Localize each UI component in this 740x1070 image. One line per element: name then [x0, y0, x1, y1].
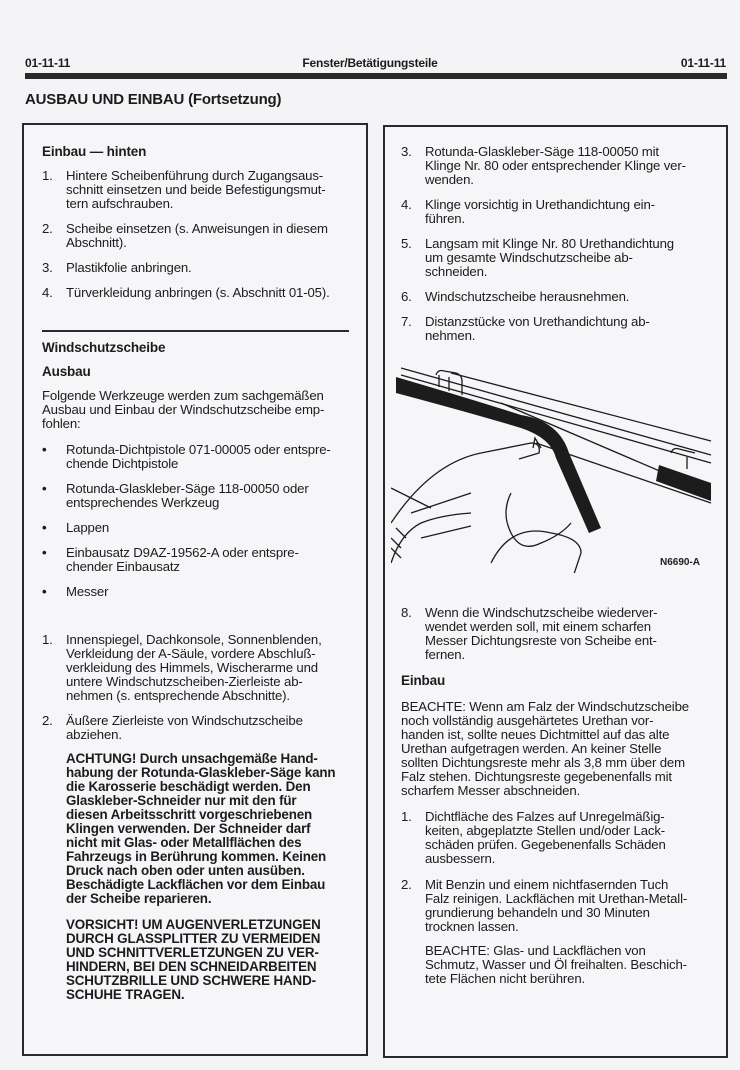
numbered-step	[42, 261, 352, 275]
text-line: schnitt einsetzen und beide Befestigungsmut-	[66, 182, 326, 197]
bullet-icon: •	[42, 520, 47, 535]
text-line: HINDERN, BEI DEN SCHNEIDARBEITEN	[66, 959, 317, 974]
beachte-note	[401, 700, 713, 798]
page-number-left: 01-11-11	[25, 56, 71, 70]
numbered-step	[42, 714, 354, 742]
figure-label: N6690-A	[659, 557, 700, 568]
text-line: verkleidung des Himmels, Wischerarme und	[66, 660, 318, 675]
text-line: Rotunda-Glaskleber-Säge 118-00050 mit	[425, 144, 659, 159]
text-line: schneiden.	[425, 264, 488, 279]
text-line: sollten Dichtungsreste mehr als 3,8 mm über dem	[401, 755, 685, 770]
numbered-step	[401, 878, 713, 934]
step-number: 3.	[401, 144, 412, 159]
ausbau-heading: Ausbau	[42, 364, 91, 379]
bullet-icon: •	[42, 545, 47, 560]
text-line: diesen Arbeitsschritt vorgeschriebenen	[66, 807, 313, 822]
einbau-hinten-heading: Einbau — hinten	[42, 144, 147, 159]
text-line: Ausbau und Einbau der Windschutzscheibe emp-	[42, 402, 325, 417]
text-line: Dichtfläche des Falzes auf Unregelmäßig-	[425, 809, 665, 824]
text-line: tern aufschrauben.	[66, 196, 174, 211]
text-line: schäden prüfen. Gegebenenfalls Schäden	[425, 837, 666, 852]
step-number: 1.	[42, 632, 53, 647]
text-line: Äußere Zierleiste von Windschutzscheibe	[66, 713, 303, 728]
text-line: Lappen	[66, 520, 110, 535]
numbered-step	[42, 286, 352, 300]
text-line: Beschädigte Lackflächen vor dem Einbau	[66, 877, 326, 892]
text-line: BEACHTE: Wenn am Falz der Windschutzscheibe	[401, 699, 689, 714]
bullet-icon: •	[42, 584, 47, 599]
text-line: chende Dichtpistole	[66, 456, 179, 471]
tools-intro	[42, 389, 354, 431]
chapter-title: Fenster/Betätigungsteile	[302, 56, 438, 70]
beachte-final-note	[401, 944, 713, 986]
text-line: Einbausatz D9AZ-19562-A oder entspre-	[66, 545, 299, 560]
text-line: SCHUTZBRILLE UND SCHWERE HAND-	[66, 973, 316, 988]
text-line: tete Flächen nicht berühren.	[425, 971, 586, 986]
text-line: VORSICHT! UM AUGENVERLETZUNGEN	[66, 917, 321, 932]
achtung-warning	[42, 752, 354, 906]
text-line: Urethan aufgetragen werden. An keiner Stelle	[401, 741, 662, 756]
windschutzscheibe-heading: Windschutzscheibe	[42, 340, 166, 355]
text-line: Druck nach oben oder unten ausüben.	[66, 863, 305, 878]
header-rule	[25, 73, 727, 79]
text-line: Scheibe einsetzen (s. Anweisungen in diesem	[66, 221, 328, 236]
text-line: BEACHTE: Glas- und Lackflächen von	[425, 943, 646, 958]
text-line: Innenspiegel, Dachkonsole, Sonnenblenden,	[66, 632, 322, 647]
text-line: Abschnitt).	[66, 235, 127, 250]
text-line: handen ist, sollte neues Dichtmittel auf das alte	[401, 727, 670, 742]
tool-list-item	[42, 482, 354, 510]
text-line: Verkleidung der A-Säule, vordere Abschluß-	[66, 646, 316, 661]
text-line: noch vollständig ausgehärtetes Urethan vor-	[401, 713, 654, 728]
text-line: fernen.	[425, 647, 466, 662]
step-number: 4.	[42, 285, 53, 300]
text-line: fohlen:	[42, 416, 81, 431]
einbau-hinten-steps	[42, 169, 352, 300]
einbau-section	[401, 606, 713, 986]
text-line: ACHTUNG! Durch unsachgemäße Hand-	[66, 751, 318, 766]
section-title: AUSBAU UND EINBAU (Fortsetzung)	[25, 91, 282, 108]
text-line: entsprechendes Werkzeug	[66, 495, 220, 510]
text-line: Falz reinigen. Lackflächen mit Urethan-Metall-	[425, 891, 688, 906]
text-line: Distanzstücke von Urethandichtung ab-	[425, 314, 650, 329]
einbau-steps	[401, 810, 713, 934]
text-line: der Scheibe reparieren.	[66, 891, 212, 906]
text-line: untere Windschutzscheiben-Zierleiste ab-	[66, 674, 303, 689]
numbered-step	[42, 633, 354, 703]
text-line: um gesamte Windschutzscheibe ab-	[425, 250, 633, 265]
text-line: nehmen (s. entsprechende Abschnitte).	[66, 688, 290, 703]
numbered-step	[401, 810, 713, 866]
text-line: Fahrzeugs in Berührung kommen. Keinen	[66, 849, 327, 864]
text-line: Klinge Nr. 80 oder entsprechender Klinge ver-	[425, 158, 686, 173]
text-line: scharfem Messer abschneiden.	[401, 783, 581, 798]
text-line: Klingen verwenden. Der Schneider darf	[66, 821, 311, 836]
text-line: DURCH GLASSPLITTER ZU VERMEIDEN	[66, 931, 321, 946]
text-line: Folgende Werkzeuge werden zum sachgemäßen	[42, 388, 324, 403]
text-line: Schmutz, Wasser und Öl freihalten. Beschich-	[425, 957, 687, 972]
text-line: Glaskleber-Schneider nur mit den für	[66, 793, 297, 808]
text-line: Messer Dichtungsreste von Scheibe ent-	[425, 633, 657, 648]
tool-list-item	[42, 546, 354, 574]
text-line: UND SCHNITTVERLETZUNGEN ZU VER-	[66, 945, 319, 960]
step-number: 4.	[401, 197, 412, 212]
numbered-step	[401, 198, 713, 226]
ausbau-steps	[42, 633, 354, 742]
left-column-box	[22, 123, 368, 1056]
windschutzscheibe-section	[42, 341, 354, 1002]
text-line: führen.	[425, 211, 466, 226]
text-line: Mit Benzin und einem nichtfasernden Tuch	[425, 877, 669, 892]
numbered-step	[401, 145, 713, 187]
text-line: Rotunda-Dichtpistole 071-00005 oder entspre-	[66, 442, 331, 457]
right-column-box	[383, 125, 728, 1058]
step-8	[401, 606, 713, 662]
text-line: ausbessern.	[425, 851, 496, 866]
step-number: 8.	[401, 605, 412, 620]
text-line: keiten, abgeplatzte Stellen und/oder Lack-	[425, 823, 666, 838]
numbered-step	[401, 290, 713, 304]
einbau-hinten-section	[42, 145, 352, 300]
page-number-right: 01-11-11	[680, 56, 726, 70]
step-number: 2.	[42, 713, 53, 728]
text-line: Klinge vorsichtig in Urethandichtung ein-	[425, 197, 655, 212]
tool-list-item	[42, 521, 354, 535]
text-line: Wenn die Windschutzscheibe wiederver-	[425, 605, 658, 620]
text-line: trocknen lassen.	[425, 919, 519, 934]
text-line: Rotunda-Glaskleber-Säge 118-00050 oder	[66, 481, 309, 496]
text-line: Windschutzscheibe herausnehmen.	[425, 289, 630, 304]
text-line: wenden.	[425, 172, 474, 187]
ausbau-steps-continued	[401, 145, 713, 343]
text-line: wendet werden soll, mit einem scharfen	[425, 619, 651, 634]
text-line: abziehen.	[66, 727, 122, 742]
steps-3-to-7	[401, 145, 713, 343]
numbered-step	[401, 237, 713, 279]
text-line: Langsam mit Klinge Nr. 80 Urethandichtung	[425, 236, 674, 251]
text-line: Plastikfolie anbringen.	[66, 260, 192, 275]
windshield-seal-cutting-illustration	[391, 363, 721, 573]
text-line: nehmen.	[425, 328, 476, 343]
text-line: Messer	[66, 584, 109, 599]
numbered-step	[401, 606, 713, 662]
tool-list-item	[42, 585, 354, 599]
step-number: 7.	[401, 314, 412, 329]
numbered-step	[42, 222, 352, 250]
numbered-step	[401, 315, 713, 343]
tool-list-item	[42, 443, 354, 471]
text-line: Falz stehen. Dichtungsreste gegebenenfalls mit	[401, 769, 672, 784]
vorsicht-caution	[42, 918, 354, 1002]
bullet-icon: •	[42, 442, 47, 457]
step-number: 3.	[42, 260, 53, 275]
bullet-icon: •	[42, 481, 47, 496]
einbau-heading: Einbau	[401, 673, 446, 688]
text-line: die Karosserie beschädigt werden. Den	[66, 779, 311, 794]
step-number: 5.	[401, 236, 412, 251]
text-line: nicht mit Glas- oder Metallflächen des	[66, 835, 302, 850]
text-line: Hintere Scheibenführung durch Zugangsaus-	[66, 168, 324, 183]
step-number: 2.	[42, 221, 53, 236]
text-line: chender Einbausatz	[66, 559, 180, 574]
step-number: 6.	[401, 289, 412, 304]
text-line: SCHUHE TRAGEN.	[66, 987, 185, 1002]
text-line: grundierung behandeln und 30 Minuten	[425, 905, 650, 920]
text-line: habung der Rotunda-Glaskleber-Säge kann	[66, 765, 336, 780]
step-number: 2.	[401, 877, 412, 892]
section-divider	[42, 330, 349, 332]
step-number: 1.	[401, 809, 412, 824]
tools-list	[42, 443, 354, 599]
text-line: Türverkleidung anbringen (s. Abschnitt 01-05).	[66, 285, 330, 300]
numbered-step	[42, 169, 352, 211]
step-number: 1.	[42, 168, 53, 183]
